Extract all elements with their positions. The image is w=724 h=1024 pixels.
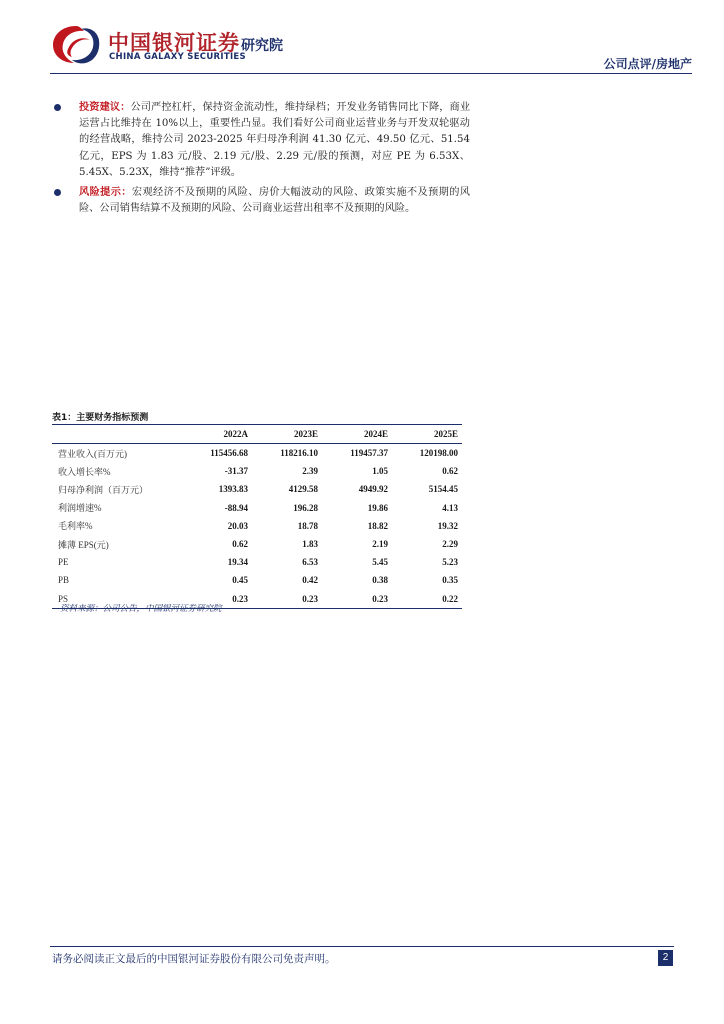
table-cell: 119457.37 (350, 448, 388, 459)
row-label: PE (58, 557, 69, 568)
table-row (52, 499, 462, 517)
column-header (52, 425, 182, 444)
table-cell: 4.13 (442, 502, 458, 513)
footer-disclaimer: 请务必阅读正文最后的中国银河证券股份有限公司免责声明。 (52, 953, 336, 965)
table-row (52, 571, 462, 589)
table-cell: 6.53 (302, 557, 318, 568)
table-cell: 0.42 (302, 575, 318, 586)
table-cell: 120198.00 (419, 448, 458, 459)
report-category: 公司点评/房地产 (603, 57, 692, 71)
table-cell: 2.29 (442, 539, 458, 550)
row-label: PB (58, 575, 70, 586)
table-cell: 0.23 (252, 590, 322, 609)
logo-english-name: CHINA GALAXY SECURITIES (109, 52, 246, 62)
table-row (52, 462, 462, 480)
row-label: 营业收入(百万元) (58, 448, 127, 459)
table-cell: 115456.68 (210, 448, 248, 459)
page-header (0, 0, 724, 80)
row-label: 摊薄 EPS(元) (58, 539, 109, 550)
column-header: 2023E (252, 425, 322, 444)
table-row (52, 553, 462, 571)
table-row (52, 535, 462, 553)
table-row (52, 480, 462, 498)
row-label: PS (52, 590, 182, 609)
row-label: 归母净利润（百万元） (58, 484, 149, 495)
table-cell: 20.03 (227, 520, 248, 531)
table-cell: 5.45 (372, 557, 388, 568)
bullet-risk-warning (52, 185, 470, 217)
table-row (52, 517, 462, 535)
table-cell: 1.83 (302, 539, 318, 550)
column-header: 2022A (182, 425, 252, 444)
row-label: 收入增长率% (58, 466, 111, 477)
table-cell: 118216.10 (280, 448, 318, 459)
table-cell: 19.32 (437, 520, 458, 531)
table-cell: 0.35 (442, 575, 458, 586)
table-cell: 0.45 (232, 575, 248, 586)
column-header: 2025E (392, 425, 462, 444)
table-cell: 18.82 (367, 520, 388, 531)
bullet-body: 公司严控杠杆，保持资金流动性，维持绿档；开发业务销售同比下降，商业运营占比维持在 10%以上，重要性凸显。我们看好公司商业运营业务与开发双轮驱动的经营战略，维持公司 2023-2025 年归母净利润 41.30 亿元、49.50 亿元、51.54 亿元，EPS 为 1.83 元/股、2.19 元/股、2.29 元/股的预测，对应 PE 为 6.53X、5.45X、5.23X，维持“推荐”评级。 (79, 102, 471, 178)
table-cell: 18.78 (297, 520, 318, 531)
row-label: 毛利率% (58, 521, 93, 532)
table-cell: 0.23 (322, 590, 392, 609)
row-label: 利润增速% (58, 503, 102, 514)
table-cell: 19.34 (227, 557, 248, 568)
table-cell: -88.94 (224, 502, 248, 513)
table-cell: 5.23 (442, 557, 458, 568)
table-cell: 5154.45 (428, 484, 458, 495)
bullet-heading: 投资建议： (79, 102, 131, 113)
column-header: 2024E (322, 425, 392, 444)
table-cell: -31.37 (224, 466, 248, 477)
table-cell: 2.19 (372, 539, 388, 550)
table-cell: 1393.83 (218, 484, 248, 495)
key-points (52, 100, 470, 221)
bullet-investment-advice (52, 100, 470, 181)
bullet-heading: 风险提示： (79, 187, 132, 199)
header-divider (50, 73, 692, 74)
bullet-dot-icon (54, 104, 61, 111)
table-cell: 196.28 (293, 502, 318, 513)
bullet-body: 宏观经济不及预期的风险、房价大幅波动的风险、政策实施不及预期的风险、公司销售结算不及预期的风险、公司商业运营出租率不及预期的风险。 (79, 187, 470, 215)
table-cell: 0.38 (372, 575, 388, 586)
table-row (52, 444, 462, 463)
logo-chinese-name: 中国银河证券 (108, 31, 240, 55)
table-cell: 4129.58 (288, 484, 318, 495)
institute-label: 研究院 (241, 38, 283, 54)
page-number: 2 (658, 950, 673, 966)
table-cell: 0.62 (232, 539, 248, 550)
table-cell: 4949.92 (358, 484, 388, 495)
table-source: 资料来源：公司公告，中国银河证券研究院 (60, 604, 222, 614)
table-cell: 19.86 (367, 502, 388, 513)
table-title: 表1：主要财务指标预测 (52, 413, 149, 423)
table-header-row (52, 425, 462, 444)
table-cell: 2.39 (302, 466, 318, 477)
table-cell: 0.62 (442, 466, 458, 477)
table-cell: 0.23 (182, 590, 252, 609)
galaxy-logo-icon (50, 22, 102, 66)
table-cell: 1.05 (372, 466, 388, 477)
footer-divider (50, 946, 674, 947)
bullet-dot-icon (54, 189, 61, 196)
table-cell: 0.22 (392, 590, 462, 609)
financial-forecast-table (52, 424, 462, 609)
